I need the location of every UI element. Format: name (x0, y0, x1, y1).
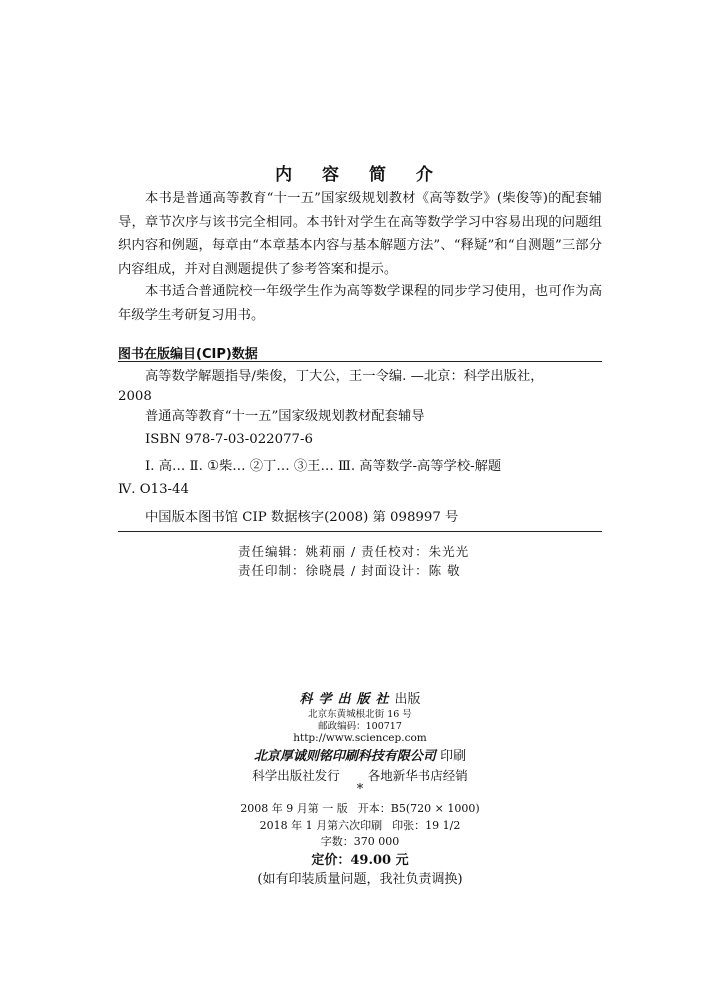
cip-top-rule (118, 361, 602, 362)
cip-heading: 图书在版编目(CIP)数据 (118, 347, 258, 362)
cip-line-series: 普通高等教育“十一五”国家级规划教材配套辅导 (145, 409, 425, 424)
cip-line-isbn: ISBN 978-7-03-022077-6 (145, 432, 313, 447)
edition: 2008 年 9 月第 一 版 (240, 802, 348, 815)
impression: 2018 年 1 月第六次印刷 (259, 819, 383, 832)
cip-line-title: 高等数学解题指导/柴俊，丁大公，王一令编. —北京：科学出版社， (145, 369, 544, 384)
retail: 各地新华书店经销 (367, 768, 468, 783)
cip-line-classification: Ⅳ. O13-44 (118, 482, 189, 497)
printer-name: 北京厚诚则铭印刷科技有限公司 (253, 749, 436, 764)
publisher-name: 科学出版社 (299, 692, 395, 707)
imprint-address: 北京东黄城根北街 16 号 (308, 709, 412, 720)
publisher-suffix: 出版 (394, 692, 421, 707)
staff-production: 责任印制：徐晓晨 / 封面设计：陈 敬 (238, 563, 461, 578)
imprint-url: http://www.sciencep.com (293, 732, 427, 744)
imprint-price: 定价：49.00 元 (311, 853, 409, 868)
summary-title: 内 容 简 介 (275, 165, 445, 185)
imprint-postcode: 邮政编码：100717 (318, 721, 402, 732)
summary-paragraph-1: 本书是普通高等教育“十一五”国家级规划教材《高等数学》(柴俊等)的配套辅导，章节次序与该书完全相同。本书针对学生在高等数学学习中容易出现的问题组织内容和例题，每章由“本章基本内容与基本解题方法”、“释疑”和“自测题”三部分内容组成，并对自测题提供了参考答案和提示。 (118, 191, 602, 277)
staff-editors: 责任编辑：姚莉丽 / 责任校对：朱光光 (238, 544, 470, 559)
printer-suffix: 印刷 (440, 749, 467, 764)
imprint-printer (0, 745, 720, 764)
imprint-note: (如有印装质量问题，我社负责调换) (257, 872, 463, 887)
imprint-star: * (356, 782, 364, 797)
format: 开本：B5(720 × 1000) (357, 802, 480, 815)
cip-line-year: 2008 (118, 389, 152, 404)
sheets: 印张：19 1/2 (392, 819, 461, 832)
imprint-word-count: 字数：370 000 (320, 835, 400, 848)
cip-line-record-number: 中国版本图书馆 CIP 数据核字(2008) 第 098997 号 (145, 510, 459, 525)
imprint-impression-row (0, 817, 720, 833)
imprint-edition-row (0, 800, 720, 816)
distributor: 科学出版社发行 (252, 768, 340, 783)
cip-bottom-rule (118, 531, 602, 532)
imprint-publisher (0, 688, 720, 707)
cip-line-subjects: Ⅰ. 高… Ⅱ. ①柴… ②丁… ③王… Ⅲ. 高等数学-高等学校-解题 (145, 459, 502, 474)
summary-paragraph-2: 本书适合普通院校一年级学生作为高等数学课程的同步学习使用，也可作为高年级学生考研复习用书。 (118, 284, 602, 323)
